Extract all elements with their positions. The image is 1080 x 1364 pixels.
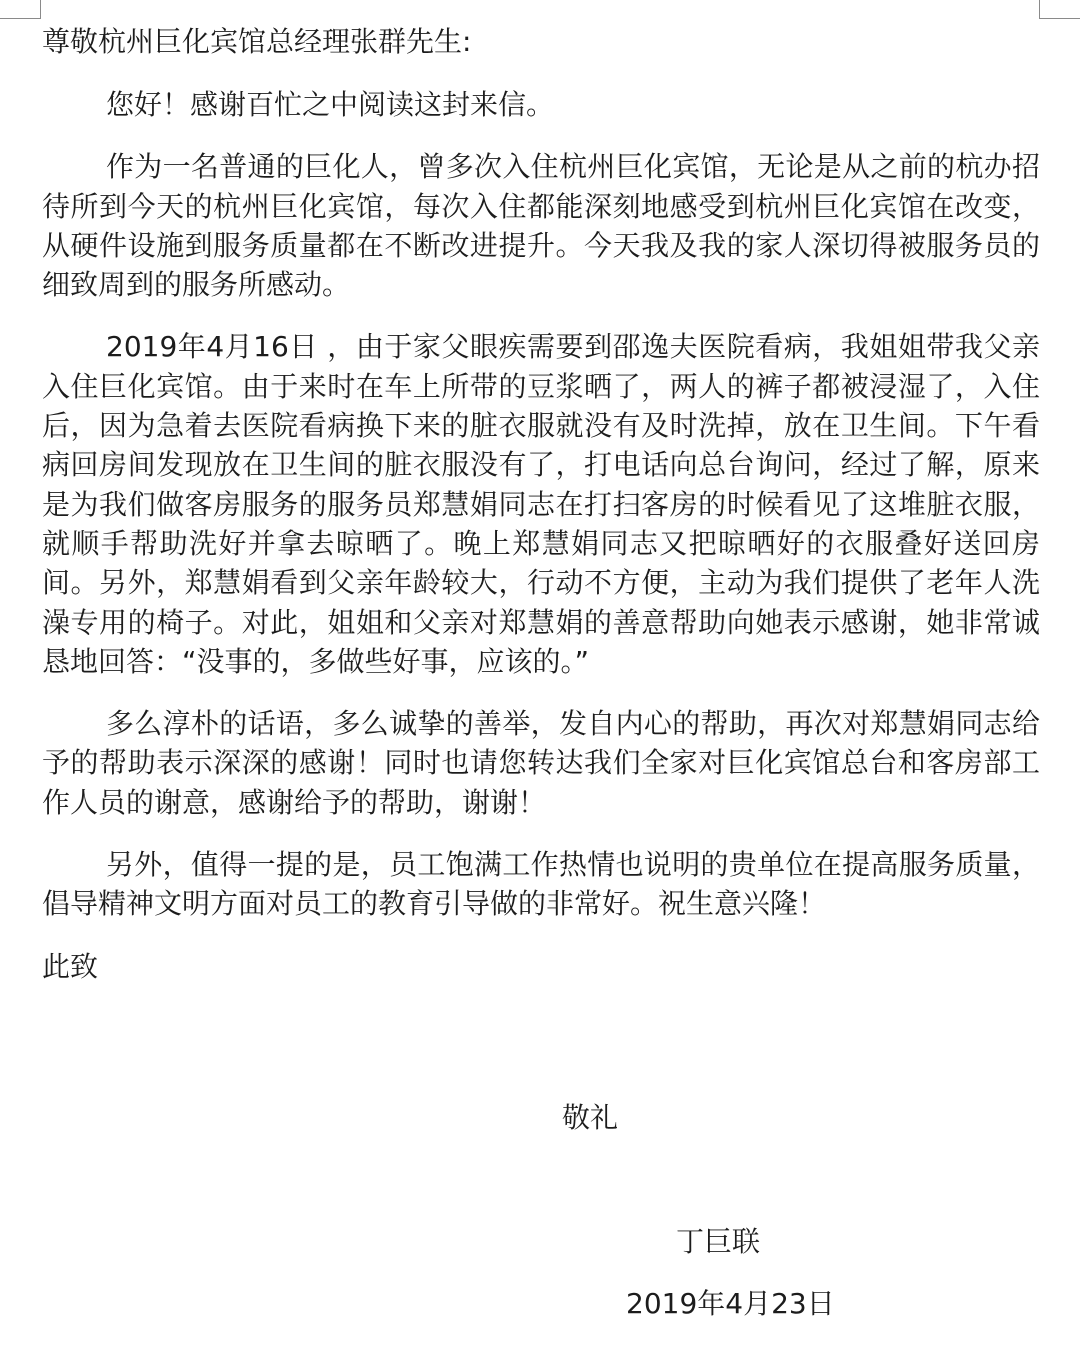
signature-date: 2019年4月23日 (626, 1287, 835, 1320)
signature: 丁巨联 (676, 1225, 761, 1258)
greeting-paragraph: 您好！感谢百忙之中阅读这封来信。 (106, 88, 555, 121)
body-paragraph-story: 2019年4月16日 ，由于家父眼疾需要到邵逸夫医院看病，我姐姐带我父亲入住巨化宾馆。由于来时在车上所带的豆浆晒了，两人的裤子都被浸湿了，入住后，因为急着去医院看病换下来的脏衣服就没有及时洗掉，放在卫生间。下午看病回房间发现放在卫生间的脏衣服没有了，打电话向总台询问，经过了解，原来是为我们做客房服务的服务员郑慧娟同志在打扫客房的时候看见了这堆脏衣服，就顺手帮助洗好并拿去晾晒了。晚上郑慧娟同志又把晾晒好的衣服叠好送回房间。另外，郑慧娟看到父亲年龄较大，行动不方便，主动为我们提供了老年人洗澡专用的椅子。对此，姐姐和父亲对郑慧娟的善意帮助向她表示感谢，她非常诚恳地回答：“没事的，多做些好事，应该的。” (42, 330, 1040, 678)
page-corner-mark-left (0, 0, 41, 19)
letter-body (42, 22, 1040, 986)
closing-word: 此致 (42, 949, 99, 983)
salutation: 尊敬杭州巨化宾馆总经理张群先生: (42, 25, 472, 58)
body-paragraph-intro: 作为一名普通的巨化人，曾多次入住杭州巨化宾馆，无论是从之前的杭办招待所到今天的杭州巨化宾馆，每次入住都能深刻地感受到杭州巨化宾馆在改变，从硬件设施到服务质量都在不断改进提升。今天我及我的家人深切得被服务员的细致周到的服务所感动。 (42, 150, 1040, 302)
page-corner-mark-right (1039, 0, 1080, 19)
regards: 敬礼 (562, 1101, 619, 1134)
body-paragraph-thanks: 多么淳朴的话语，多么诚挚的善举，发自内心的帮助，再次对郑慧娟同志给予的帮助表示深深的感谢！同时也请您转达我们全家对巨化宾馆总台和客房部工作人员的谢意，感谢给予的帮助，谢谢！ (42, 707, 1040, 819)
body-paragraph-praise: 另外，值得一提的是，员工饱满工作热情也说明的贵单位在提高服务质量，倡导精神文明方面对员工的教育引导做的非常好。祝生意兴隆！ (42, 848, 1040, 921)
